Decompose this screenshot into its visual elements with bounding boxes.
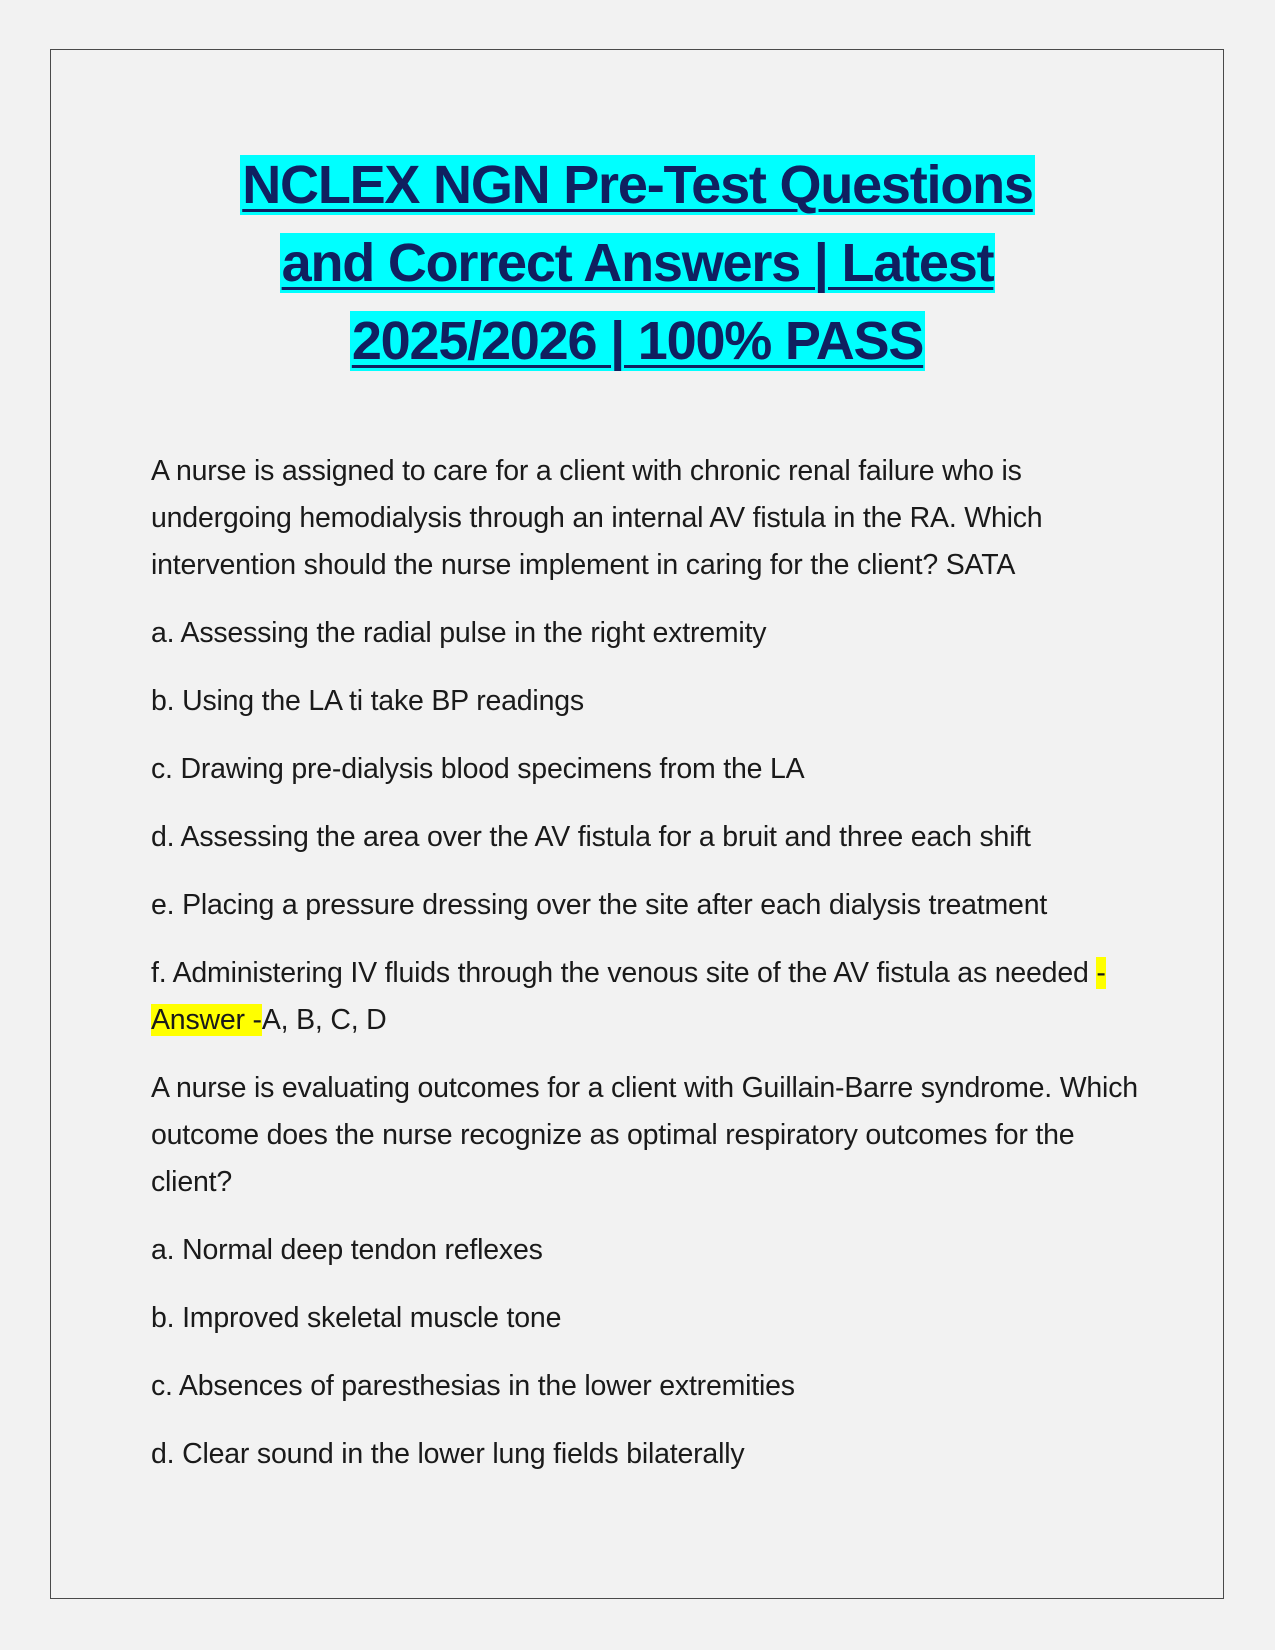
question-2-option-a: a. Normal deep tendon reflexes (151, 1234, 543, 1266)
answer-marker: - Answer - (151, 957, 1106, 1036)
question-1-option-c: c. Drawing pre-dialysis blood specimens from the LA (151, 753, 805, 785)
question-2-option-b: b. Improved skeletal muscle tone (151, 1302, 562, 1334)
question-2-option-d: d. Clear sound in the lower lung fields bilaterally (151, 1438, 745, 1470)
question-1-answer: A, B, C, D (261, 1004, 387, 1036)
question-1-option-f-text: f. Administering IV fluids through the venous site of the AV fistula as needed (151, 957, 1097, 989)
title-line-2: and Correct Answers | Latest (281, 233, 994, 293)
question-1-option-d: d. Assessing the area over the AV fistula for a bruit and three each shift (151, 821, 1031, 853)
question-2-stem: A nurse is evaluating outcomes for a client with Guillain-Barre syndrome. Which outcome does the nurse recognize as optimal respiratory outcomes for the client? (151, 1072, 1138, 1198)
title-line-1: NCLEX NGN Pre-Test Questions (242, 155, 1033, 215)
question-1-option-e: e. Placing a pressure dressing over the site after each dialysis treatment (151, 889, 1048, 921)
question-1-option-f (151, 950, 1141, 1044)
question-1-stem: A nurse is assigned to care for a client with chronic renal failure who is undergoing hemodialysis through an internal AV fistula in the RA. Which intervention should the nurse implement in caring for the client? SATA (151, 455, 1043, 581)
question-1-option-b: b. Using the LA ti take BP readings (151, 685, 584, 717)
title-line-3: 2025/2026 | 100% PASS (351, 311, 924, 371)
question-1-option-a: a. Assessing the radial pulse in the right extremity (151, 617, 767, 649)
document-body (151, 448, 1141, 1499)
question-2-option-c: c. Absences of paresthesias in the lower extremities (151, 1370, 795, 1402)
document-title (100, 146, 1175, 380)
